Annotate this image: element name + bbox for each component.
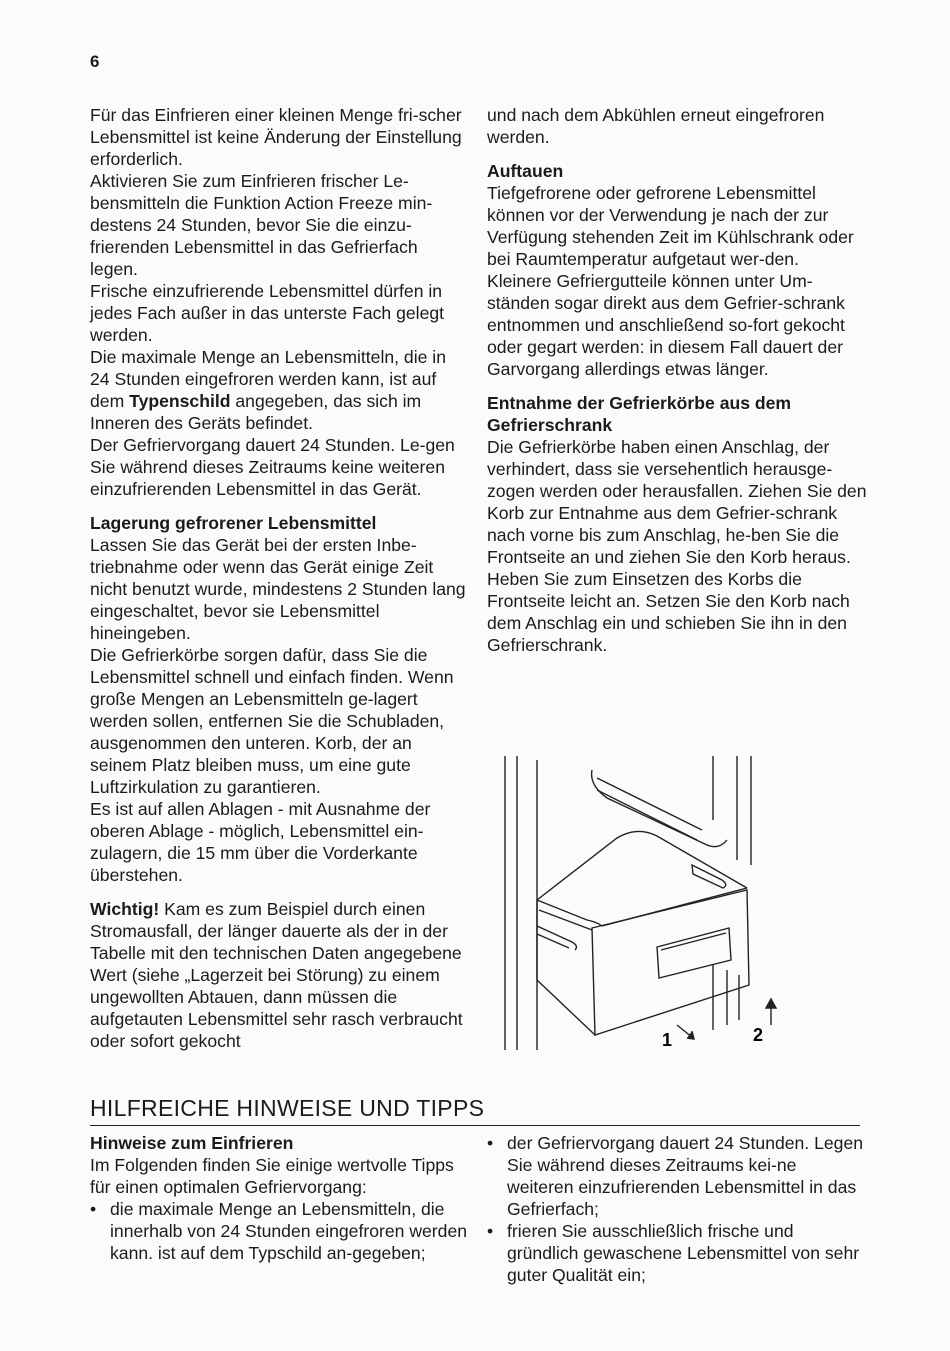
- page-number: 6: [90, 52, 100, 71]
- basket-illustration: [497, 750, 867, 1060]
- important-text: Kam es zum Beispiel durch einen Stromausfall, der länger dauerte als der in der Tabelle mit den technischen Daten angegebene Wert (siehe „Lagerzeit bei Störung) zu einem ungewollten Abtauen, dann müssen die aufgetauten Lebensmittel sehr rasch verbraucht oder sofort gekocht: [90, 899, 463, 1051]
- figure-label-2: 2: [753, 1025, 764, 1045]
- baskets-paragraph-1: Die Gefrierkörbe haben einen Anschlag, der verhindert, dass sie versehentlich herausge-zogen werden oder herausfallen. Ziehen Sie den Korb zur Entnahme aus dem Gefrier-schrank nach vorne bis zum Anschlag, he-ben Sie die Frontseite an und ziehen Sie den Korb heraus.: [487, 437, 867, 567]
- list-item: • der Gefriervorgang dauert 24 Stunden. Legen Sie während dieses Zeitraums kei-ne weiteren einzufrierenden Lebensmittel in das Gefrierfach;: [487, 1132, 867, 1220]
- important-note: [90, 898, 470, 1052]
- thaw-paragraph-1: Tiefgefrorene oder gefrorene Lebensmittel können vor der Verwendung je nach der zur Verfügung stehenden Zeit im Kühlschrank oder bei Raumtemperatur aufgetaut wer-den.: [487, 183, 854, 269]
- max-amount-paragraph: [90, 346, 470, 434]
- storage-paragraph-1: Lassen Sie das Gerät bei der ersten Inbe-triebnahme oder wenn das Gerät einige Zeit nicht benutzt wurde, mindestens 2 Stunden lang eingeschaltet, bevor sie Lebensmittel hineingeben.: [90, 535, 466, 643]
- freeze-tips-list-right: [487, 1132, 867, 1286]
- left-column: [90, 104, 470, 1052]
- max-amount-pre: Die maximale Menge an Lebensmitteln, die in 24 Stunden eingefroren werden kann, ist auf dem: [90, 347, 446, 411]
- figure-label-1: 1: [662, 1030, 673, 1050]
- baskets-heading: Entnahme der Gefrierkörbe aus dem Gefrierschrank: [487, 393, 792, 435]
- list-item: • frieren Sie ausschließlich frische und gründlich gewaschene Lebensmittel von sehr guter Qualität ein;: [487, 1220, 867, 1286]
- thaw-heading: Auftauen: [487, 161, 564, 181]
- storage-paragraph-3: Es ist auf allen Ablagen - mit Ausnahme der oberen Ablage - möglich, Lebensmittel ein-zulagern, die 15 mm über die Vorderkante überstehen.: [90, 799, 431, 885]
- continuation-paragraph: und nach dem Abkühlen erneut eingefroren werden.: [487, 105, 825, 147]
- freeze-tips-intro: Im Folgenden finden Sie einige wertvolle Tipps für einen optimalen Gefriervorgang:: [90, 1155, 454, 1197]
- right-column: [487, 104, 867, 656]
- max-amount-post: angegeben, das sich im Inneren des Geräts befindet.: [90, 391, 422, 433]
- section-title: HILFREICHE HINWEISE UND TIPPS: [90, 1094, 860, 1126]
- typenschild-term: Typenschild: [129, 391, 231, 411]
- storage-paragraph-2: Die Gefrierkörbe sorgen dafür, dass Sie die Lebensmittel schnell und einfach finden. Wenn große Mengen an Lebensmitteln ge-lagert werden sollen, entfernen Sie die Schubladen, ausgenommen den unteren. Korb, der an seinem Platz bleiben muss, um eine gute Luftzirkulation zu garantieren.: [90, 645, 454, 797]
- freeze-tips-right: [487, 1132, 867, 1286]
- intro-paragraph-1: Für das Einfrieren einer kleinen Menge fri-scher Lebensmittel ist keine Änderung der Einstellung erforderlich.: [90, 105, 462, 169]
- basket-removal-figure: [497, 750, 867, 1060]
- intro-paragraph-3: Frische einzufrierende Lebensmittel dürfen in jedes Fach außer in das unterste Fach gelegt werden.: [90, 281, 445, 345]
- freeze-tips-left: [90, 1132, 470, 1264]
- baskets-paragraph-2: Heben Sie zum Einsetzen des Korbs die Frontseite leicht an. Setzen Sie den Korb nach dem Anschlag ein und schieben Sie ihn in den Gefrierschrank.: [487, 569, 850, 655]
- freeze-tips-heading: Hinweise zum Einfrieren: [90, 1133, 294, 1153]
- thaw-paragraph-2: Kleinere Gefriergutteile können unter Um-ständen sogar direkt aus dem Gefrier-schrank entnommen und anschließend so-fort gekocht oder gegart werden: in diesem Fall dauert der Garvorgang allerdings etwas länger.: [487, 271, 845, 379]
- intro-paragraph-2: Aktivieren Sie zum Einfrieren frischer Le-bensmitteln die Funktion Action Freeze min-destens 24 Stunden, bevor Sie die einzu-frierenden Lebensmittel in das Gefrierfach legen.: [90, 171, 433, 279]
- freeze-duration-paragraph: Der Gefriervorgang dauert 24 Stunden. Le-gen Sie während dieses Zeitraums keine weiteren einzufrierenden Lebensmittel in das Gerät.: [90, 435, 455, 499]
- storage-heading: Lagerung gefrorener Lebensmittel: [90, 513, 377, 533]
- freeze-tips-list-left: [90, 1198, 470, 1264]
- list-item: • die maximale Menge an Lebensmitteln, die innerhalb von 24 Stunden eingefroren werden kann. ist auf dem Typschild an-gegeben;: [90, 1198, 470, 1264]
- important-label: Wichtig!: [90, 899, 160, 919]
